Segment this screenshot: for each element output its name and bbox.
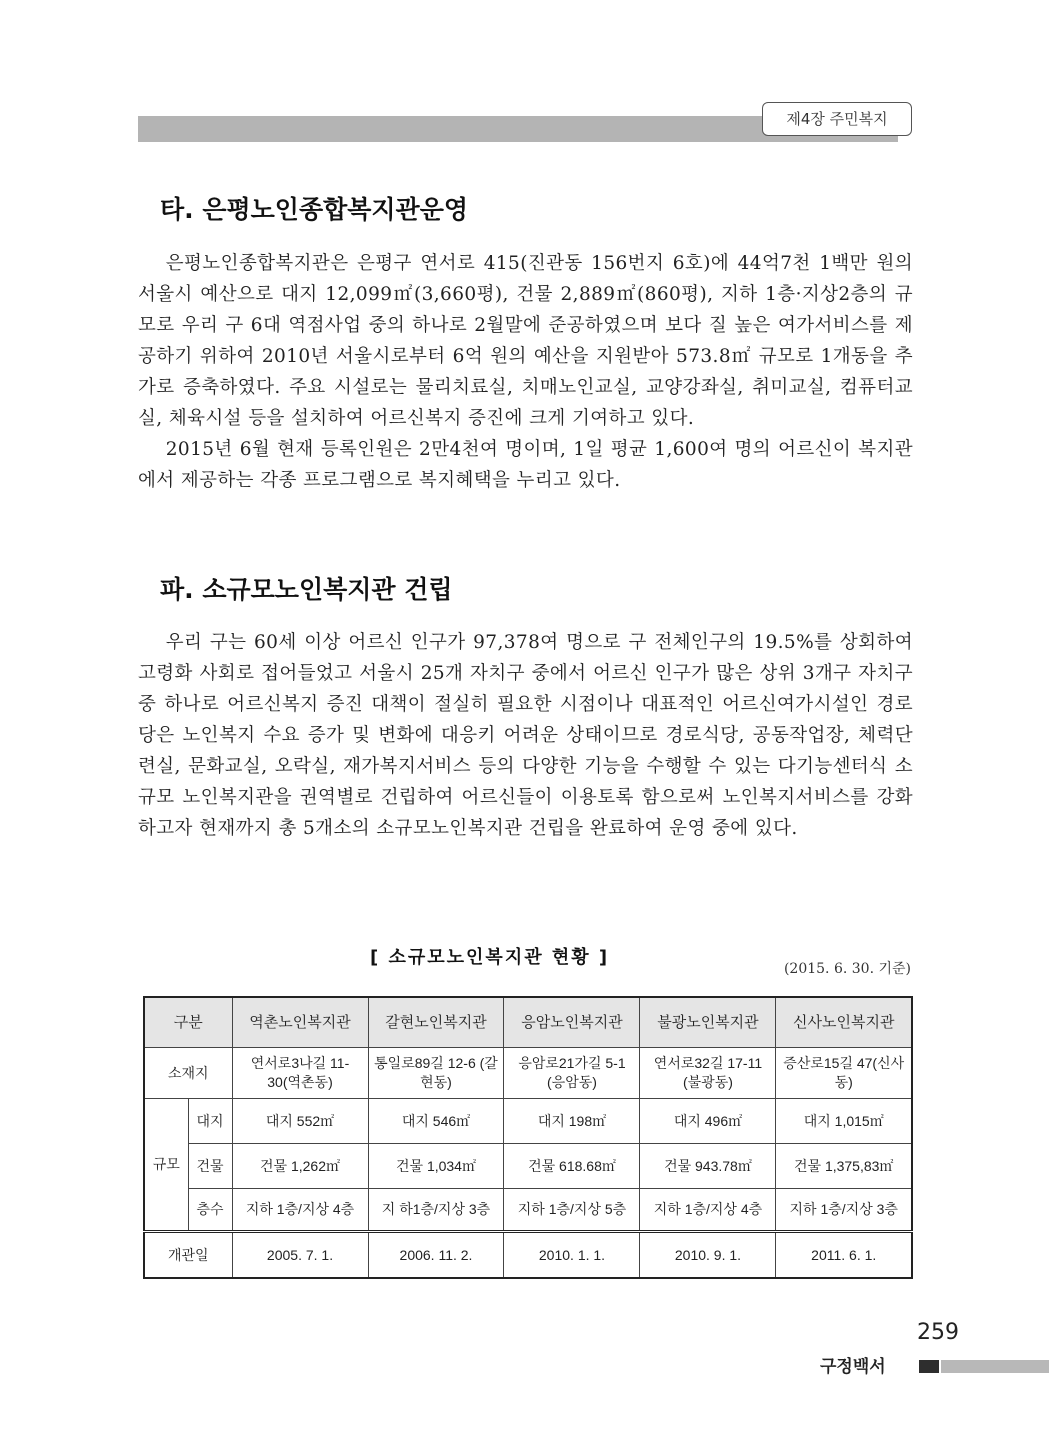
section-title-ta: 타. 은평노인종합복지관운영 [160,195,469,224]
table-cell: 2010. 9. 1. [640,1232,776,1279]
header-cell: 역촌노인복지관 [232,997,368,1048]
table-cell: 대지 546㎡ [368,1099,504,1144]
table-cell: 건물 1,375,83㎡ [776,1144,912,1189]
facility-table [143,996,913,1279]
table-cell: 대지 1,015㎡ [776,1099,912,1144]
table-title: [ 소규모노인복지관 현황 ] [370,947,610,968]
row-label: 개관일 [144,1232,232,1279]
table-cell: 대지 198㎡ [504,1099,640,1144]
table-cell: 지하 1층/지상 5층 [504,1189,640,1232]
table-cell: 지하 1층/지상 3층 [776,1189,912,1232]
paragraph: 은평노인종합복지관은 은평구 연서로 415(진관동 156번지 6호)에 44억7천 1백만 원의 서울시 예산으로 대지 12,099㎡(3,660평), 건물 2,889㎡(860평), 지하 1층·지상2층의 규모로 우리 구 6대 역점사업 중의 하나로 2월말에 준공하였으며 보다 질 높은 여가서비스를 제공하기 위하여 2010년 서울시로부터 6억 원의 예산을 지원받아 573.8㎡ 규모로 1개동을 추가로 증축하였다. 주요 시설로는 물리치료실, 치매노인교실, 교양강좌실, 취미교실, 컴퓨터교실, 체육시설 등을 설치하여 어르신복지 증진에 크게 기여하고 있다. [138,253,913,429]
row-label: 대지 [188,1099,232,1144]
paragraph: 우리 구는 60세 이상 어르신 인구가 97,378여 명으로 구 전체인구의 19.5%를 상회하여 고령화 사회로 접어들었고 서울시 25개 자치구 중에서 어르신 인구가 많은 상위 3개구 자치구 중 하나로 어르신복지 증진 대책이 절실히 필요한 시점이나 대표적인 어르신여가시설인 경로당은 노인복지 수요 증가 및 변화에 대응키 어려운 상태이므로 경로식당, 공동작업장, 체력단련실, 문화교실, 오락실, 재가복지서비스 등의 다양한 기능을 수행할 수 있는 다기능센터식 소규모 노인복지관을 권역별로 건립하여 어르신들이 이용토록 함으로써 노인복지서비스를 강화하고자 현재까지 총 5개소의 소규모노인복지관 건립을 완료하여 운영 중에 있다. [138,632,913,839]
table-cell: 통일로89길 12-6 (갈현동) [368,1048,504,1099]
table-cell: 건물 1,034㎡ [368,1144,504,1189]
page-number: 259 [917,1320,959,1345]
row-label: 건물 [188,1144,232,1189]
table-cell: 지 하1층/지상 3층 [368,1189,504,1232]
paragraph: 2015년 6월 현재 등록인원은 2만4천여 명이며, 1일 평균 1,600여 명의 어르신이 복지관에서 제공하는 각종 프로그램으로 복지혜택을 누리고 있다. [138,439,913,491]
footer-bar-dark [919,1360,939,1373]
footer-bar-light [941,1360,1049,1373]
table-row [144,1144,912,1189]
chapter-tab: 제4장 주민복지 [762,102,912,136]
row-label: 소재지 [144,1048,232,1099]
table-note: (2015. 6. 30. 기준) [783,961,911,977]
header-cell: 갈현노인복지관 [368,997,504,1048]
table-row [144,1189,912,1232]
header-cell: 신사노인복지관 [776,997,912,1048]
table-cell: 건물 1,262㎡ [232,1144,368,1189]
table-cell: 대지 552㎡ [232,1099,368,1144]
table-cell: 연서로32길 17-11 (불광동) [640,1048,776,1099]
table-cell: 대지 496㎡ [640,1099,776,1144]
table-row [144,1048,912,1099]
table-cell: 2005. 7. 1. [232,1232,368,1279]
table-cell: 2010. 1. 1. [504,1232,640,1279]
table-header-row [144,997,912,1048]
section-title-pa: 파. 소규모노인복지관 건립 [160,575,453,604]
table-cell: 2011. 6. 1. [776,1232,912,1279]
table-row [144,1232,912,1279]
table-cell: 증산로15길 47(신사동) [776,1048,912,1099]
table-cell: 응암로21가길 5-1 (응암동) [504,1048,640,1099]
section-body-ta [138,248,913,496]
row-group-label: 규모 [144,1099,188,1232]
table-row [144,1099,912,1144]
table-cell: 2006. 11. 2. [368,1232,504,1279]
table-cell: 지하 1층/지상 4층 [640,1189,776,1232]
header-cell: 구분 [144,997,232,1048]
footer-label: 구정백서 [820,1357,886,1377]
header-cell: 불광노인복지관 [640,997,776,1048]
table-cell: 지하 1층/지상 4층 [232,1189,368,1232]
section-body-pa [138,627,913,844]
table-cell: 건물 618.68㎡ [504,1144,640,1189]
table-cell: 건물 943.78㎡ [640,1144,776,1189]
header-cell: 응암노인복지관 [504,997,640,1048]
table-cell: 연서로3나길 11-30(역촌동) [232,1048,368,1099]
row-label: 층수 [188,1189,232,1232]
